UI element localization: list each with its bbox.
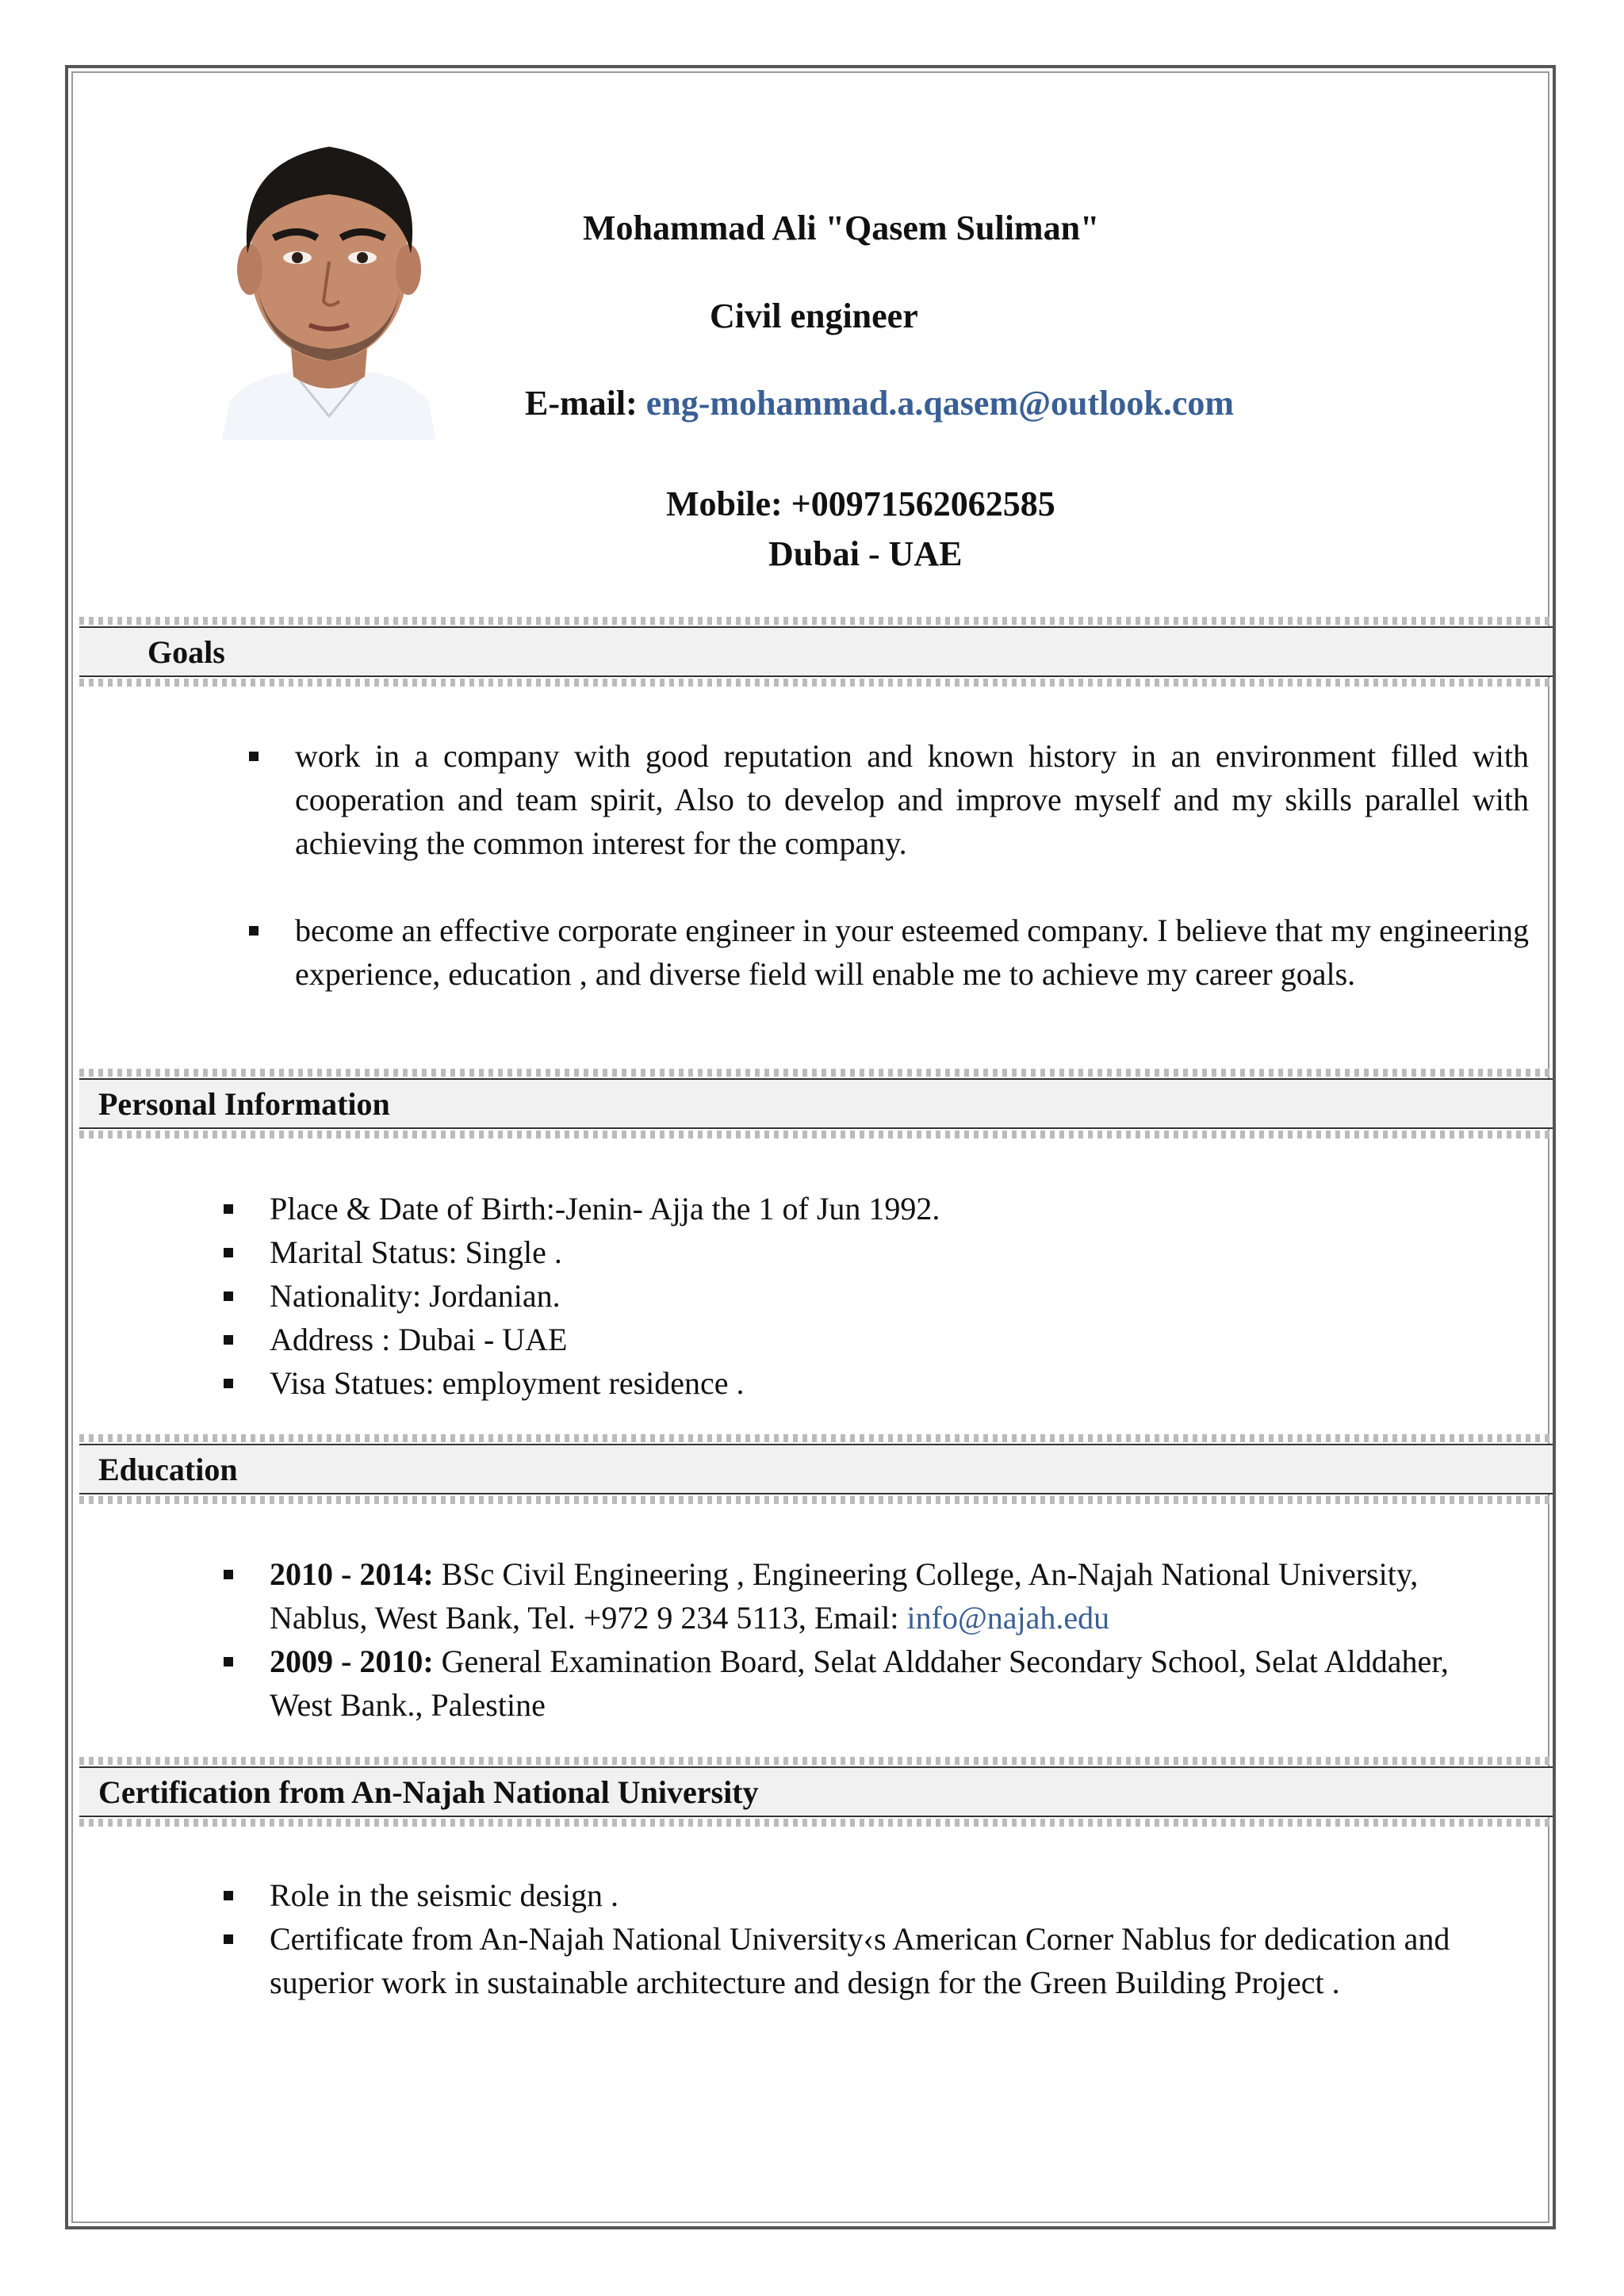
list-item: Certificate from An-Najah National University‹s American Corner Nablus for dedication and superior work in sustainable architecture and design for the Green Building Project . xyxy=(270,1917,1507,2004)
list-item: Address : Dubai - UAE xyxy=(270,1318,1507,1361)
section-title: Education xyxy=(98,1452,238,1487)
job-title: Civil engineer xyxy=(710,297,918,335)
education-details: BSc Civil Engineering , Engineering College, An-Najah National University, Nablus, West Bank, Tel. +972 9 234 5113, Email: xyxy=(270,1556,1419,1636)
list-item: Place & Date of Birth:-Jenin- Ajja the 1 of Jun 1992. xyxy=(270,1187,1507,1230)
profile-photo xyxy=(198,91,460,440)
location: Dubai - UAE xyxy=(768,534,963,573)
section-title: Personal Information xyxy=(98,1086,390,1122)
education-list xyxy=(270,1552,1491,1727)
list-item: Marital Status: Single . xyxy=(270,1230,1507,1274)
list-item xyxy=(270,1552,1491,1640)
section-header-certification xyxy=(79,1766,1553,1817)
list-item: Nationality: Jordanian. xyxy=(270,1274,1507,1318)
candidate-name: Mohammad Ali "Qasem Suliman" xyxy=(583,209,1100,247)
email-label: E-mail: xyxy=(525,384,638,423)
list-item: work in a company with good reputation and known history in an environment filled with cooperation and team spirit, Also to develop and improve myself and my skills parallel with achieving the common interest for the company. xyxy=(295,734,1529,865)
education-years: 2010 - 2014: xyxy=(270,1556,434,1592)
section-header-personal-information xyxy=(79,1078,1553,1129)
list-item xyxy=(270,1640,1491,1727)
list-item: Role in the seismic design . xyxy=(270,1873,1507,1917)
goals-list xyxy=(295,734,1529,996)
email-link[interactable]: eng-mohammad.a.qasem@outlook.com xyxy=(645,384,1235,423)
list-item: Visa Statues: employment residence . xyxy=(270,1361,1507,1405)
section-header-education xyxy=(79,1444,1553,1494)
education-details: General Examination Board, Selat Alddaher Secondary School, Selat Alddaher, West Bank., Palestine xyxy=(270,1644,1449,1723)
section-title: Goals xyxy=(147,634,225,670)
section-header-goals xyxy=(79,626,1553,677)
mobile-number: Mobile: +00971562062585 xyxy=(666,484,1055,523)
list-item: become an effective corporate engineer in your esteemed company. I believe that my engineering experience, education , and diverse field will enable me to achieve my career goals. xyxy=(295,909,1529,996)
personal-info-list xyxy=(270,1187,1507,1405)
section-title: Certification from An-Najah National University xyxy=(98,1774,759,1810)
email-link[interactable]: info@najah.edu xyxy=(906,1600,1110,1636)
education-years: 2009 - 2010: xyxy=(270,1644,434,1679)
email-line xyxy=(525,383,1234,423)
certification-list xyxy=(270,1873,1507,2004)
